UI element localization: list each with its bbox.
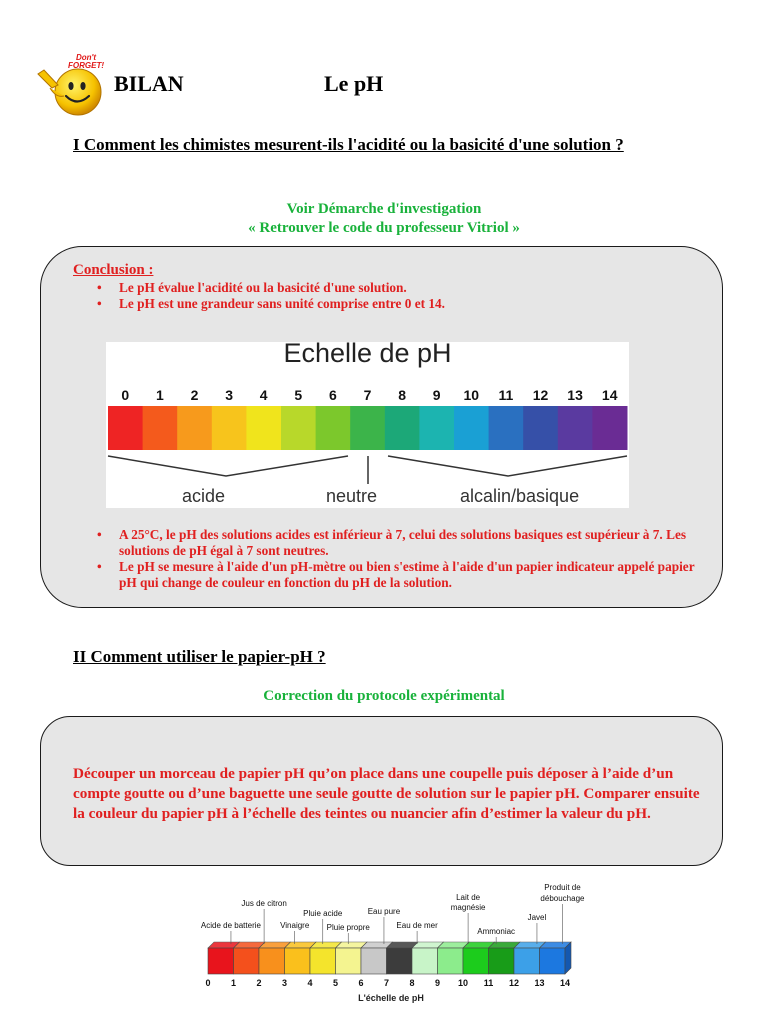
acid-brace — [108, 456, 348, 476]
ph-example-label: Vinaigre — [280, 921, 310, 930]
protocol-link: Correction du protocole expérimental — [263, 688, 505, 704]
ph-example-number: 0 — [205, 978, 211, 988]
ph-example-cell — [489, 948, 515, 974]
ph-color-cell — [143, 406, 178, 450]
ph-example-label: Eau pure — [367, 907, 401, 916]
section2-title: II Comment utiliser le papier-pH ? — [73, 647, 326, 666]
ph-example-cell — [310, 948, 336, 974]
ph-example-label: Eau de mer — [396, 921, 438, 930]
logo-text-line1: Don't — [75, 53, 97, 62]
ph-number-label: 7 — [363, 387, 372, 403]
investigation-link-line1: Voir Démarche d'investigation — [286, 201, 482, 217]
ph-color-cell — [108, 406, 143, 450]
ph-example-cell — [259, 948, 285, 974]
ph-example-cell — [412, 948, 438, 974]
ph-color-cell — [212, 406, 247, 450]
ph-example-label: Ammoniac — [477, 927, 516, 936]
ph-example-number: 5 — [332, 978, 339, 988]
ph-color-cell — [489, 406, 524, 450]
ph-example-cell — [361, 948, 387, 974]
logo-text-line2: FORGET! — [68, 61, 104, 70]
ph-example-label: Pluie acide — [303, 909, 343, 918]
conclusion-bullet: • Le pH évalue l'acidité ou la basicité d'une solution. — [73, 280, 703, 296]
ph-color-cell — [316, 406, 351, 450]
ph-number-label: 14 — [601, 387, 618, 403]
ph-number-label: 0 — [121, 387, 130, 403]
ph-example-label: débouchage — [540, 894, 585, 903]
ph-example-label: Acide de batterie — [200, 921, 261, 930]
ph-number-label: 8 — [398, 387, 406, 403]
ph-example-number: 13 — [534, 978, 545, 988]
ph-color-cell — [177, 406, 212, 450]
ph-example-cell — [387, 948, 413, 974]
ph-label-basic: alcalin/basique — [460, 486, 580, 506]
ph-example-cell — [463, 948, 489, 974]
ph-color-cell — [454, 406, 489, 450]
ph-scale-title: Echelle de pH — [283, 338, 452, 368]
ph-example-number: 2 — [256, 978, 262, 988]
ph-example-number: 7 — [383, 978, 390, 988]
ph-example-number: 3 — [281, 978, 288, 988]
ph-examples-graphic — [186, 880, 596, 1010]
ph-number-label: 12 — [532, 387, 549, 403]
ph-example-cell — [234, 948, 260, 974]
ph-example-label: Jus de citron — [241, 899, 287, 908]
ph-example-number: 6 — [358, 978, 364, 988]
ph-number-label: 11 — [498, 387, 514, 403]
ph-number-label: 1 — [156, 387, 164, 403]
ph-example-label: Pluie propre — [326, 923, 370, 932]
ph-example-cell — [336, 948, 362, 974]
conclusion-bullets-bottom — [73, 527, 713, 591]
ph-color-cell — [246, 406, 281, 450]
ph-color-cell — [558, 406, 593, 450]
ph-color-cell — [350, 406, 385, 450]
ph-number-label: 10 — [463, 387, 480, 403]
ph-example-cell-side — [565, 942, 571, 974]
ph-example-number: 4 — [307, 978, 313, 988]
ph-color-cell — [592, 406, 627, 450]
ph-example-cell — [514, 948, 540, 974]
ph-example-number: 9 — [434, 978, 441, 988]
ph-number-label: 2 — [190, 387, 199, 403]
section1-title: I Comment les chimistes mesurent-ils l'acidité ou la basicité d'une solution ? — [73, 135, 624, 154]
ph-color-cell — [419, 406, 454, 450]
header-bilan: BILAN — [114, 71, 184, 96]
ph-example-cell — [438, 948, 464, 974]
ph-number-label: 6 — [329, 387, 337, 403]
protocol-text: Découper un morceau de papier pH qu’on place dans une coupelle puis déposer à l’aide d’un compte goutte ou d’une baguette une seule goutte de solution sur le papier pH. Comparer ensuite la couleur du papier pH à l’échelle des teintes ou nuancier afin d’estimer la valeur du pH. — [73, 765, 700, 822]
ph-color-cell — [523, 406, 558, 450]
ph-example-number: 1 — [230, 978, 237, 988]
ph-example-number: 12 — [508, 978, 520, 988]
conclusion-bullet: • Le pH est une grandeur sans unité comprise entre 0 et 14. — [73, 296, 703, 312]
investigation-link-line2: « Retrouver le code du professeur Vitriol » — [248, 220, 520, 236]
ph-example-cell — [208, 948, 234, 974]
ph-example-cell — [540, 948, 566, 974]
ph-number-label: 13 — [567, 387, 583, 403]
ph-example-cell — [285, 948, 311, 974]
ph-number-label: 9 — [432, 387, 441, 403]
ph-color-cell — [385, 406, 420, 450]
header-topic: Le pH — [324, 71, 384, 96]
ph-scale-figure — [106, 338, 629, 508]
ph-number-label: 4 — [259, 387, 268, 403]
ph-example-label: Produit de — [544, 883, 581, 892]
ph-example-number: 11 — [483, 978, 494, 988]
ph-example-label: Javel — [527, 913, 547, 922]
dont-forget-logo — [30, 52, 108, 118]
basic-brace — [388, 456, 627, 476]
ph-number-label: 3 — [225, 387, 233, 403]
ph-example-label: Lait de — [456, 893, 481, 902]
ph-example-number: 10 — [457, 978, 469, 988]
ph-number-label: 5 — [294, 387, 303, 403]
ph-example-label: magnésie — [450, 903, 486, 912]
ph-examples-figure — [186, 880, 596, 1010]
conclusion-label: Conclusion : — [73, 262, 154, 278]
ph-scale-graphic — [106, 342, 629, 508]
ph-label-neutral: neutre — [326, 486, 378, 506]
ph-example-number: 14 — [559, 978, 571, 988]
conclusion-bullets-top — [73, 280, 703, 312]
ph-examples-caption: L'échelle de pH — [358, 993, 424, 1003]
conclusion-bullet: • Le pH se mesure à l'aide d'un pH-mètre ou bien s'estime à l'aide d'un papier indicateur appelé papier pH qui change de couleur en fonction du pH de la solution. — [73, 559, 713, 591]
ph-example-number: 8 — [409, 978, 415, 988]
ph-label-acid: acide — [182, 486, 226, 506]
ph-color-cell — [281, 406, 316, 450]
conclusion-bullet: • A 25°C, le pH des solutions acides est inférieur à 7, celui des solutions basiques est supérieur à 7. Les solutions de pH égal à 7 sont neutres. — [73, 527, 713, 559]
